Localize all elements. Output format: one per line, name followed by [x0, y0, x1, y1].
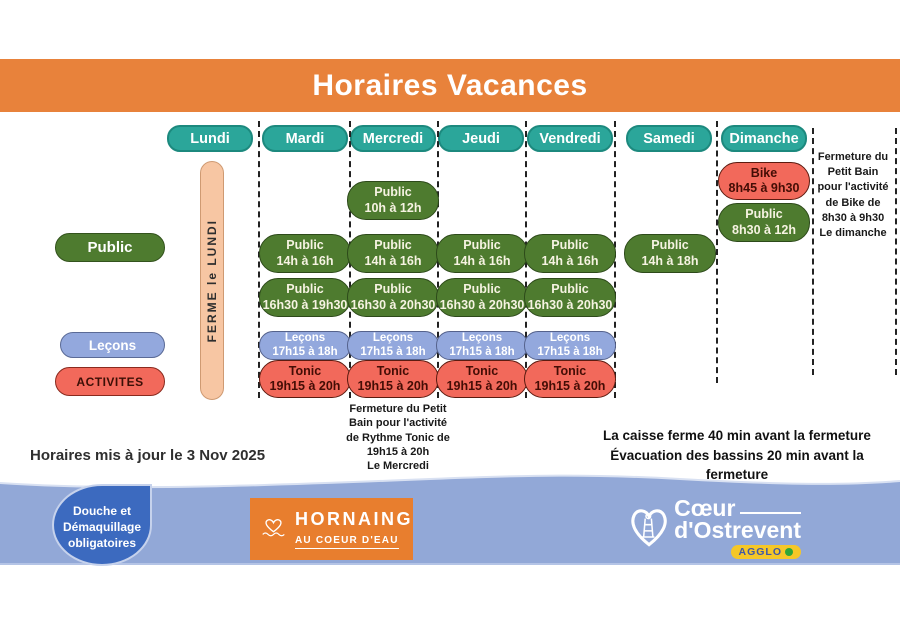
day-header-vendredi: [527, 125, 613, 152]
coeur-ostrevent-logo: [626, 489, 801, 565]
column-divider: [716, 121, 718, 383]
slot-jeudi-lecons: Leçons 17h15 à 18h: [436, 331, 528, 360]
agglo-badge: AGGLO: [731, 545, 802, 559]
slot-jeudi-public-aprem: Public 14h à 16h: [436, 234, 528, 273]
day-label: Jeudi: [462, 130, 500, 147]
slot-jeudi-public-soir: Public 16h30 à 20h30: [436, 278, 528, 317]
hornaing-logo: [250, 498, 413, 560]
day-header-mercredi: [350, 125, 436, 152]
slot-mercredi-lecons: Leçons 17h15 à 18h: [347, 331, 439, 360]
slot-dimanche-bike: Bike 8h45 à 9h30: [718, 162, 810, 200]
slot-mercredi-public-aprem: Public 14h à 16h: [347, 234, 439, 273]
slot-mercredi-public-matin: Public 10h à 12h: [347, 181, 439, 220]
legend-public: [55, 233, 165, 262]
hornaing-tagline: AU COEUR D'EAU: [295, 535, 399, 549]
day-label: Mardi: [285, 130, 325, 147]
drop-text: Douche et Démaquillage obligatoires: [62, 503, 142, 551]
heart-tower-icon: [626, 494, 672, 560]
day-label: Vendredi: [539, 130, 601, 147]
closed-monday-label: FERME le LUNDI: [205, 218, 219, 343]
slot-mardi-tonic: Tonic 19h15 à 20h: [259, 360, 351, 398]
slot-mardi-lecons: Leçons 17h15 à 18h: [259, 331, 351, 360]
legend-label: Public: [87, 239, 133, 256]
green-dot-icon: [785, 548, 793, 556]
heart-wave-icon: [260, 516, 287, 542]
closed-monday-pill: [200, 161, 224, 400]
agglo-word-ostrevent: d'Ostrevent: [674, 517, 801, 543]
water-drop-notice: [52, 484, 152, 566]
slot-samedi-public: Public 14h à 18h: [624, 234, 716, 273]
legend-activites: [55, 367, 165, 396]
day-header-samedi: [626, 125, 712, 152]
day-label: Mercredi: [362, 130, 424, 147]
caisse-note: La caisse ferme 40 min avant la fermeture: [603, 428, 871, 443]
note-fermeture-bike-dimanche: Fermeture du Petit Bain pour l'activité de Bike de 8h30 à 9h30 Le dimanche: [817, 151, 889, 239]
page-title: Horaires Vacances: [312, 68, 588, 102]
day-header-lundi: [167, 125, 253, 152]
slot-vendredi-tonic: Tonic 19h15 à 20h: [524, 360, 616, 398]
slot-dimanche-public: Public 8h30 à 12h: [718, 203, 810, 242]
day-label: Dimanche: [729, 130, 799, 147]
hornaing-name: HORNAING: [295, 509, 413, 529]
legend-lecons: [60, 332, 165, 358]
day-header-dimanche: [721, 125, 807, 152]
day-label: Samedi: [643, 130, 695, 147]
day-label: Lundi: [190, 130, 230, 147]
note-fermeture-tonic-mercredi: Fermeture du Petit Bain pour l'activité de Rythme Tonic de 19h15 à 20h Le Mercredi: [346, 403, 450, 473]
slot-vendredi-lecons: Leçons 17h15 à 18h: [524, 331, 616, 360]
day-header-jeudi: [438, 125, 524, 152]
slot-mardi-public-aprem: Public 14h à 16h: [259, 234, 351, 273]
slot-jeudi-tonic: Tonic 19h15 à 20h: [436, 360, 528, 398]
slot-mardi-public-soir: Public 16h30 à 19h30: [259, 278, 351, 317]
legend-label: ACTIVITES: [76, 374, 144, 389]
logo-rule: [740, 512, 801, 514]
slot-vendredi-public-aprem: Public 14h à 16h: [524, 234, 616, 273]
title-banner: [0, 59, 900, 112]
day-header-mardi: [262, 125, 348, 152]
legend-label: Leçons: [88, 337, 137, 353]
slot-mercredi-public-soir: Public 16h30 à 20h30: [347, 278, 439, 317]
slot-vendredi-public-soir: Public 16h30 à 20h30: [524, 278, 616, 317]
agglo-word-coeur: Cœur: [674, 495, 736, 521]
updated-date-note: Horaires mis à jour le 3 Nov 2025: [30, 447, 266, 464]
slot-mercredi-tonic: Tonic 19h15 à 20h: [347, 360, 439, 398]
evacuation-note: Évacuation des bassins 20 min avant la fermeture: [610, 447, 864, 483]
